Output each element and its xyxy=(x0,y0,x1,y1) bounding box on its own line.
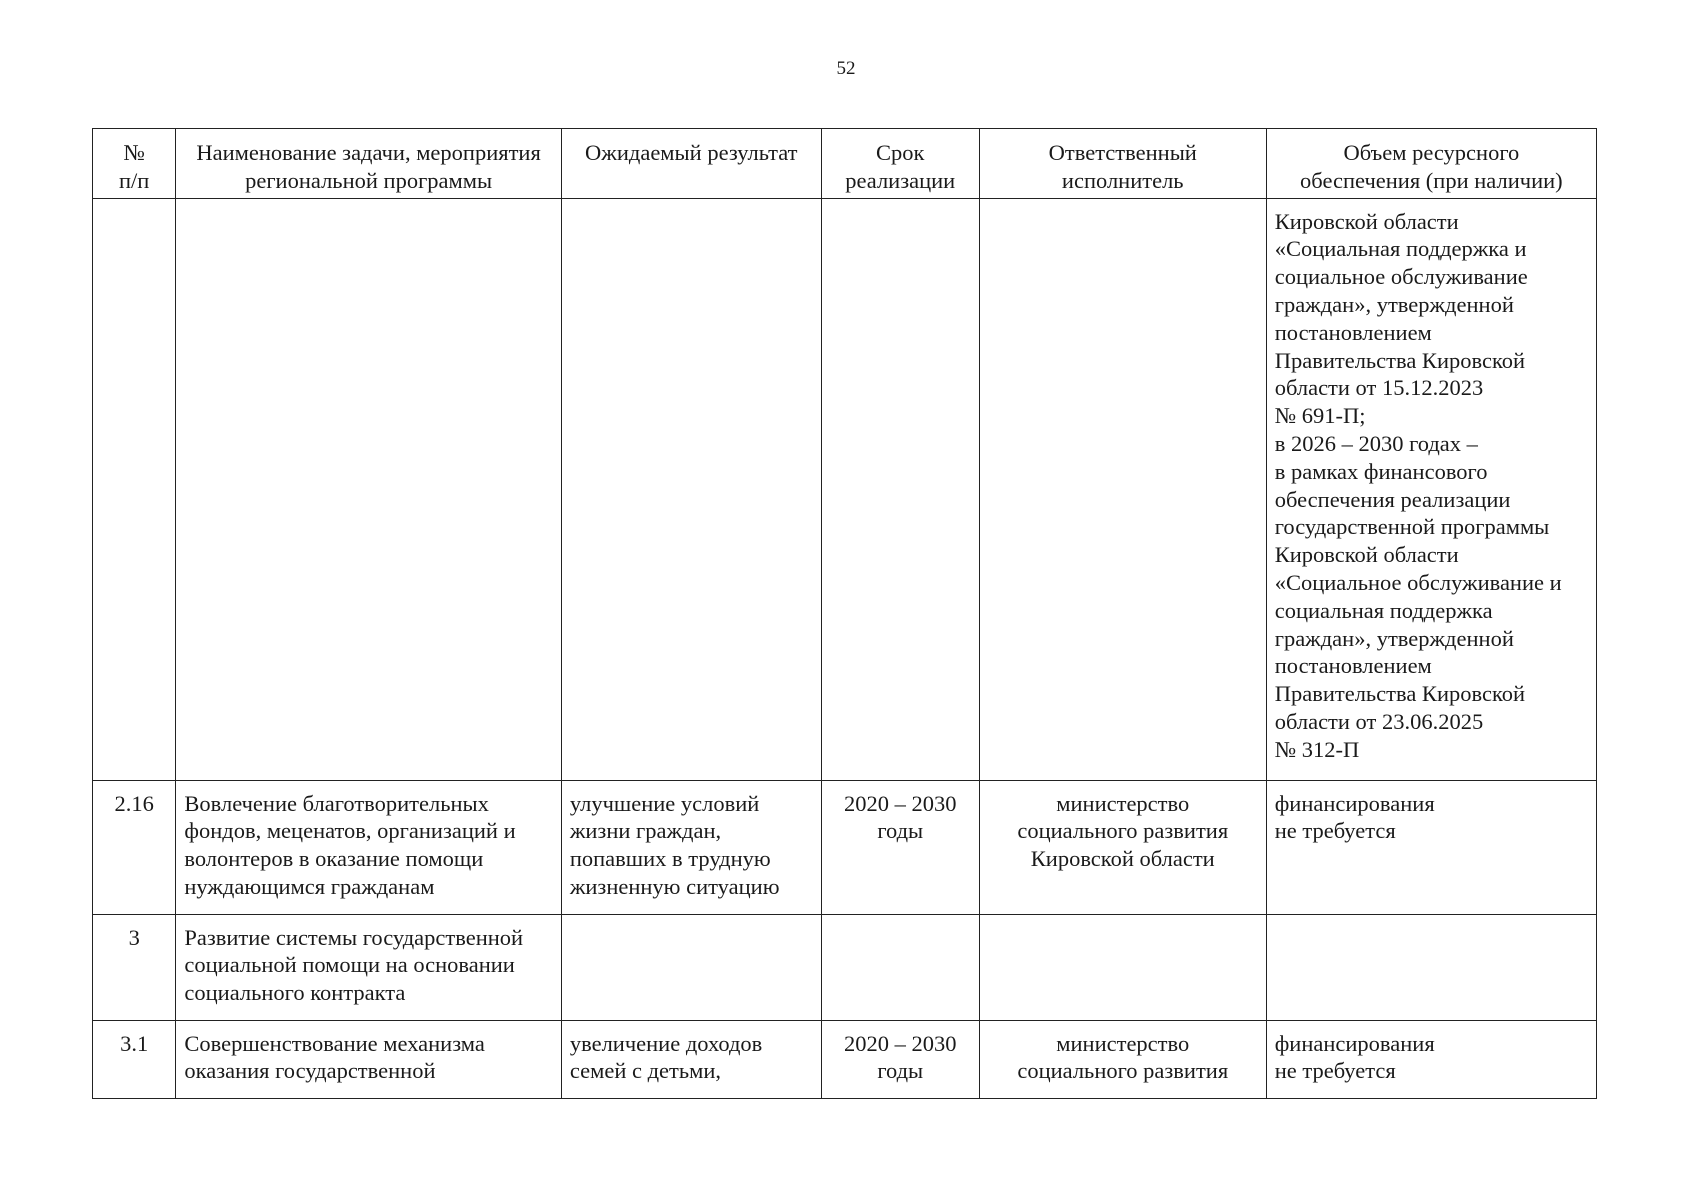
cell-task-name xyxy=(176,198,561,780)
cell-executor: министерство социального развития Кировской области xyxy=(979,780,1266,914)
cell-term: 2020 – 2030 годы xyxy=(821,780,979,914)
program-table xyxy=(92,128,1597,1099)
cell-expected-result xyxy=(561,198,821,780)
table-row xyxy=(93,914,1597,1020)
cell-number: 2.16 xyxy=(93,780,176,914)
cell-task-name: Совершенствование механизма оказания государственной xyxy=(176,1020,561,1098)
cell-expected-result xyxy=(561,914,821,1020)
table-row xyxy=(93,198,1597,780)
cell-resources: Кировской области «Социальная поддержка и социальное обслуживание граждан», утвержденной постановлением Правительства Кировской области от 15.12.2023 № 691-П; в 2026 – 2030 годах – в рамках финансового обеспечения реализации государственной программы Кировской области «Социальное обслуживание и социальная поддержка граждан», утвержденной постановлением Правительства Кировской области от 23.06.2025 № 312-П xyxy=(1266,198,1596,780)
header-task-name: Наименование задачи, мероприятия региональной программы xyxy=(176,129,561,199)
cell-term xyxy=(821,914,979,1020)
header-number: № п/п xyxy=(93,129,176,199)
cell-expected-result: улучшение условий жизни граждан, попавших в трудную жизненную ситуацию xyxy=(561,780,821,914)
header-executor: Ответственный исполнитель xyxy=(979,129,1266,199)
cell-resources: финансирования не требуется xyxy=(1266,780,1596,914)
header-resources: Объем ресурсного обеспечения (при наличии) xyxy=(1266,129,1596,199)
cell-executor xyxy=(979,914,1266,1020)
cell-resources xyxy=(1266,914,1596,1020)
cell-number: 3.1 xyxy=(93,1020,176,1098)
table-header-row xyxy=(93,129,1597,199)
cell-resources: финансирования не требуется xyxy=(1266,1020,1596,1098)
table-row xyxy=(93,780,1597,914)
cell-task-name: Вовлечение благотворительных фондов, меценатов, организаций и волонтеров в оказание помощи нуждающимся гражданам xyxy=(176,780,561,914)
cell-expected-result: увеличение доходов семей с детьми, xyxy=(561,1020,821,1098)
header-expected-result: Ожидаемый результат xyxy=(561,129,821,199)
cell-task-name: Развитие системы государственной социальной помощи на основании социального контракта xyxy=(176,914,561,1020)
table-row xyxy=(93,1020,1597,1098)
cell-term: 2020 – 2030 годы xyxy=(821,1020,979,1098)
header-term: Срок реализации xyxy=(821,129,979,199)
page-number: 52 xyxy=(836,58,856,79)
cell-executor xyxy=(979,198,1266,780)
cell-executor: министерство социального развития xyxy=(979,1020,1266,1098)
cell-number: 3 xyxy=(93,914,176,1020)
cell-term xyxy=(821,198,979,780)
cell-number xyxy=(93,198,176,780)
